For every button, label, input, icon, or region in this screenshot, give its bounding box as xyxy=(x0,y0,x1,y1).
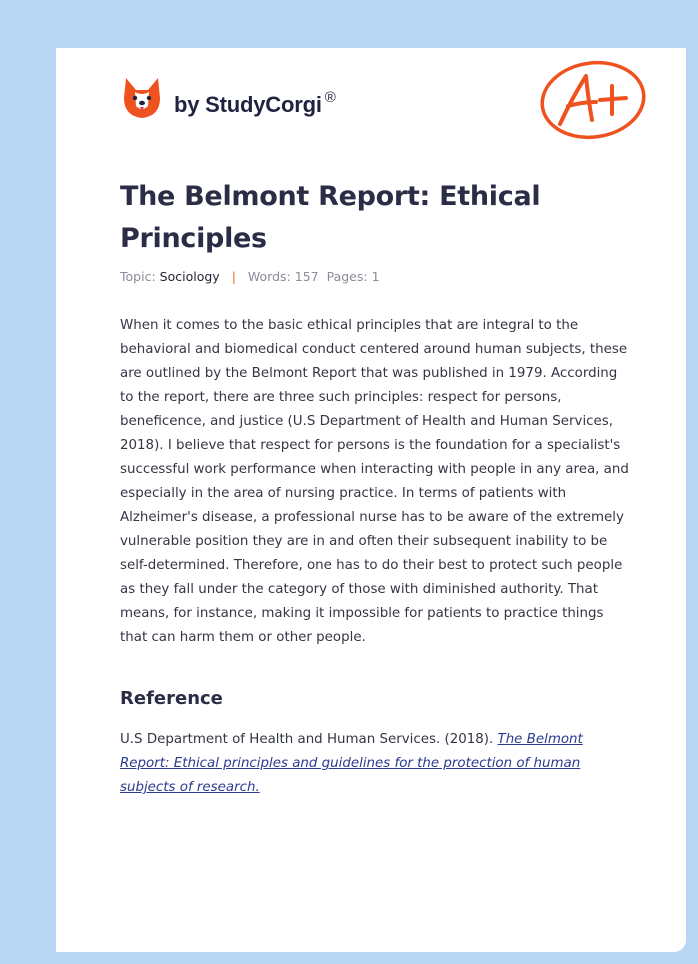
document-page xyxy=(56,48,686,952)
studycorgi-logo[interactable] xyxy=(122,76,336,120)
brand-name-text: by StudyCorgi xyxy=(174,91,322,117)
page-title: The Belmont Report: Ethical Principles xyxy=(120,181,541,254)
pages-count: 1 xyxy=(371,269,380,284)
reference-link[interactable]: The Belmont Report: Ethical principles and guidelines for the protection of human subjects of research. xyxy=(120,732,583,795)
brand-name xyxy=(174,89,336,118)
topic-label: Topic: xyxy=(120,269,156,284)
words-count: 157 xyxy=(294,269,319,284)
a-plus-grade-icon xyxy=(538,58,648,142)
reference-heading: Reference xyxy=(120,688,223,709)
pages-label: Pages: xyxy=(326,269,368,284)
essay-body: When it comes to the basic ethical principles that are integral to the behavioral and biomedical conduct centered around human subjects, these are outlined by the Belmont Report that was published in 1979. According to the report, there are three such principles: respect for persons, beneficence, and justice (U.S Department of Health and Human Services, 2018). I believe that respect for persons is the foundation for a specialist's successful work performance when interacting with people in any area, and especially in the area of nursing practice. In terms of patients with Alzheimer's disease, a professional nurse has to be aware of the extremely vulnerable position they are in and often their subsequent inability to be self-determined. Therefore, one has to do their best to protect such people as they fall under the category of those with diminished authority. That means, for instance, making it impossible for patients to practice things that can harm them or other people. xyxy=(120,318,629,645)
topic-link[interactable]: Sociology xyxy=(159,269,220,284)
reference-prefix: U.S Department of Health and Human Services. (2018). xyxy=(120,732,498,747)
document-meta xyxy=(120,269,380,284)
corgi-logo-icon xyxy=(122,76,162,120)
registered-mark: ® xyxy=(324,88,336,106)
words-label: Words: xyxy=(247,269,291,284)
meta-separator: | xyxy=(231,269,236,284)
reference-entry xyxy=(120,728,630,800)
